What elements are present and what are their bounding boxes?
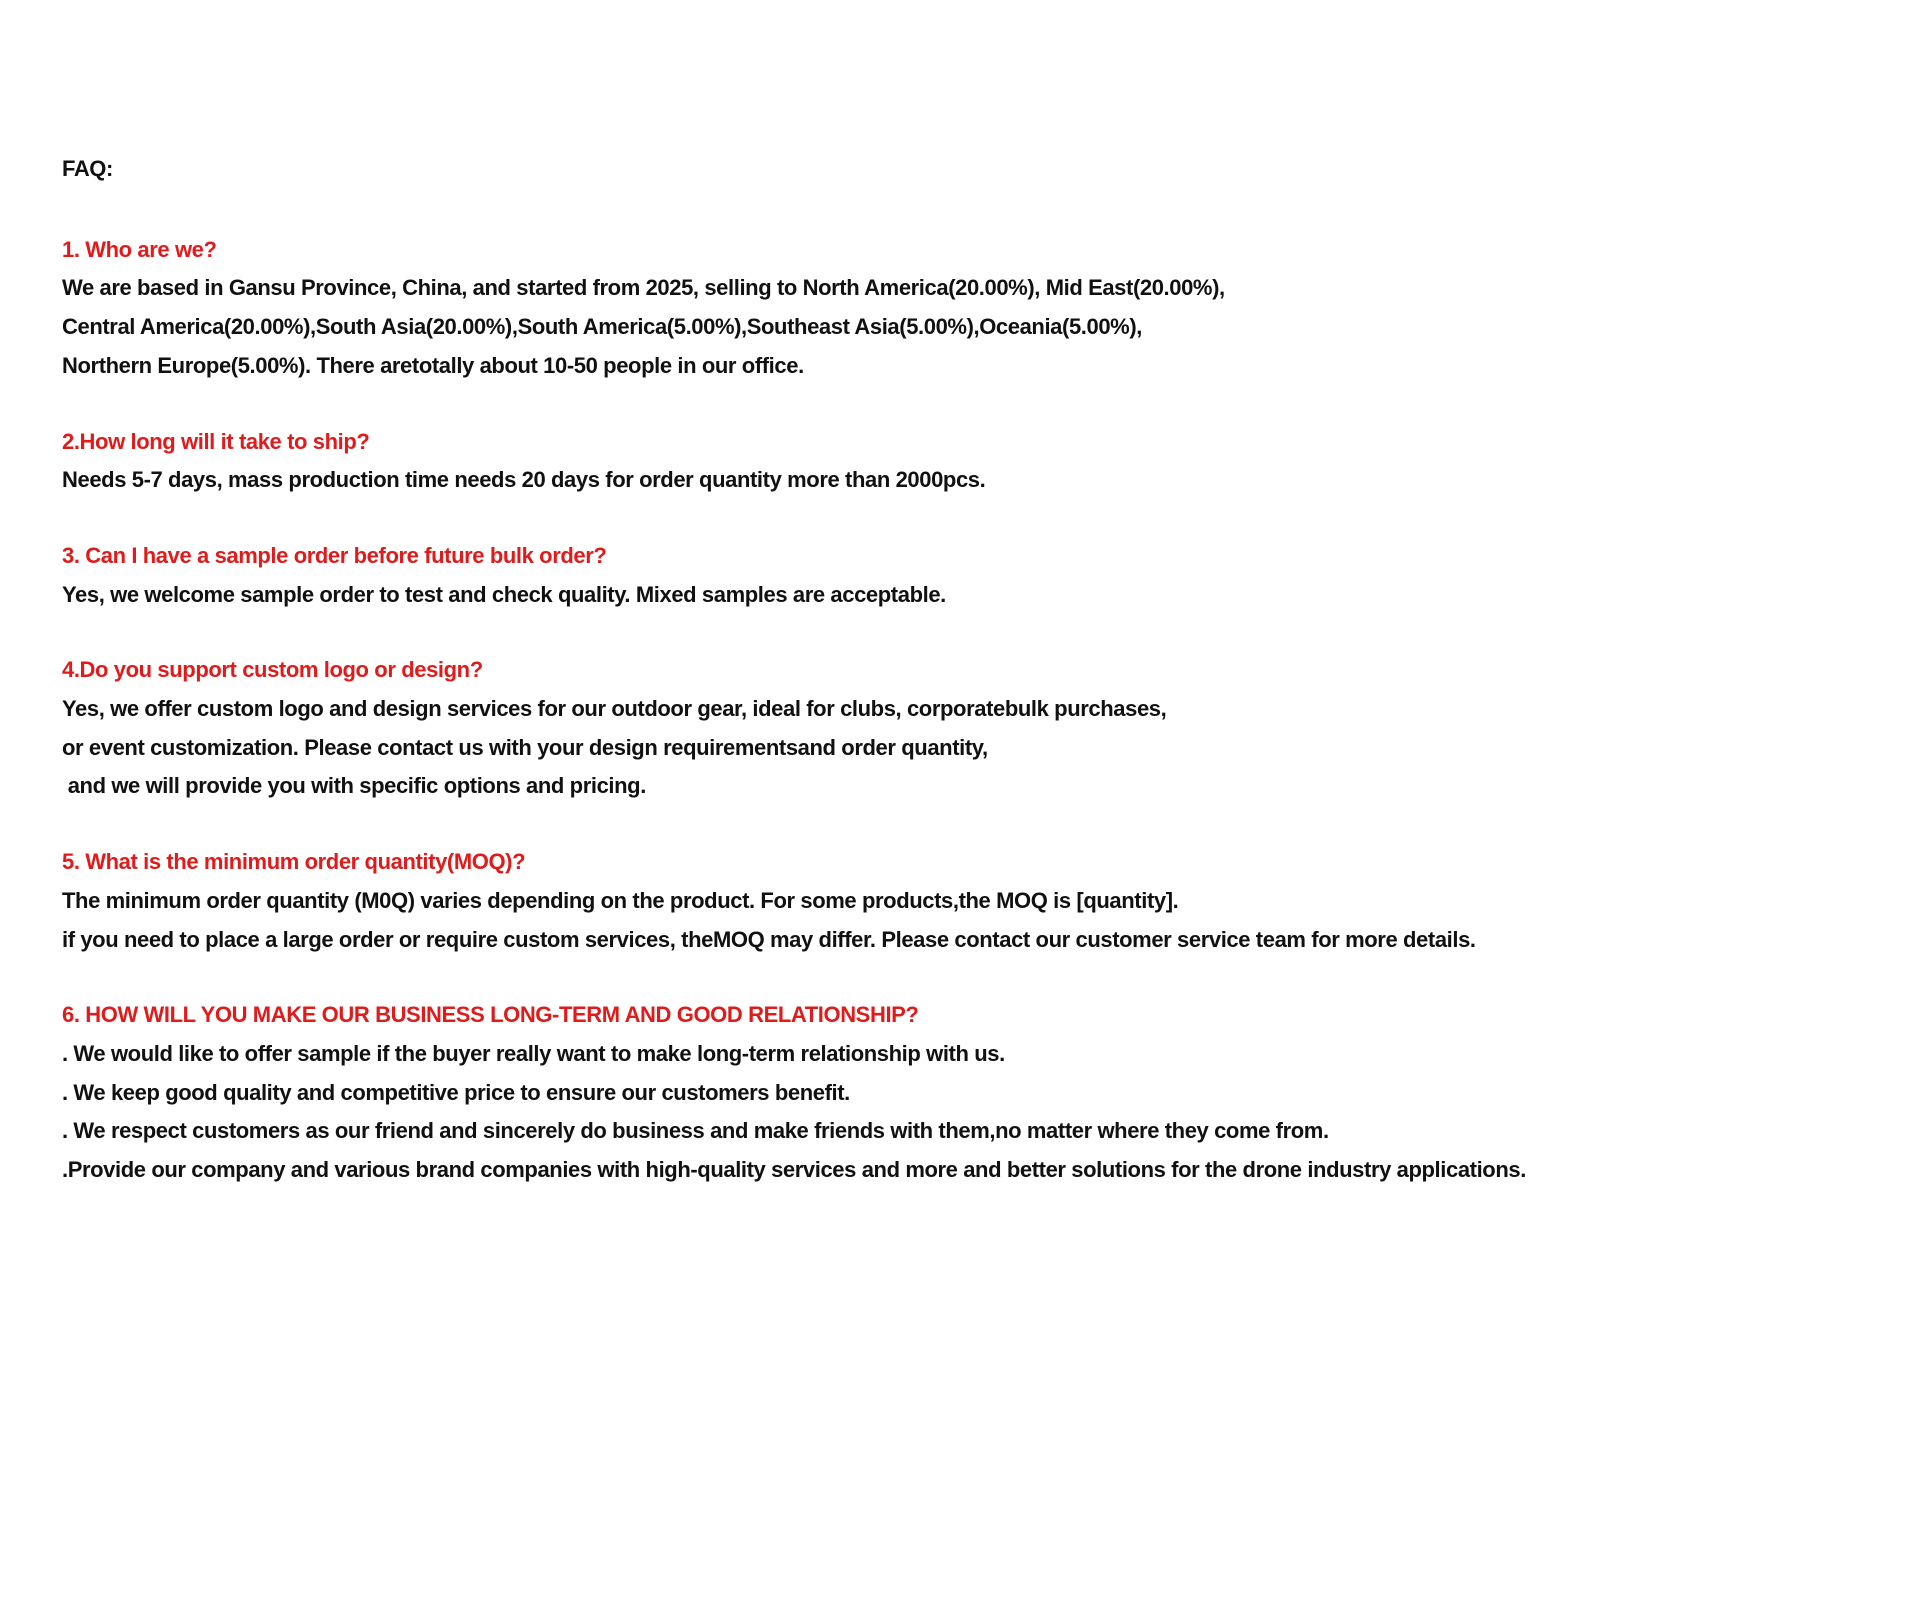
faq-section-5 [62, 843, 1899, 959]
faq-question-6: 6. HOW WILL YOU MAKE OUR BUSINESS LONG-TERM AND GOOD RELATIONSHIP? [62, 1002, 919, 1028]
faq-question-1: 1. Who are we? [62, 236, 217, 262]
faq-answer-line: We are based in Gansu Province, China, and started from 2025, selling to North America(20.00%), Mid East(20.00%), [62, 275, 1225, 301]
faq-answer-line: . We respect customers as our friend and sincerely do business and make friends with them,no matter where they come from. [62, 1118, 1329, 1144]
faq-answer-line: . We would like to offer sample if the buyer really want to make long-term relationship with us. [62, 1040, 1005, 1066]
faq-answer-line: if you need to place a large order or require custom services, theMOQ may differ. Please contact our customer service team for more details. [62, 926, 1476, 952]
faq-heading: FAQ: [62, 156, 113, 181]
faq-answer-line: Yes, we welcome sample order to test and check quality. Mixed samples are acceptable. [62, 581, 946, 607]
faq-answer-line: The minimum order quantity (M0Q) varies depending on the product. For some products,the MOQ is [quantity]. [62, 887, 1179, 913]
faq-section-6 [62, 996, 1899, 1190]
faq-answer-line: and we will provide you with specific options and pricing. [62, 773, 646, 799]
faq-answer-line: Needs 5-7 days, mass production time needs 20 days for order quantity more than 2000pcs. [62, 467, 986, 493]
faq-question-3: 3. Can I have a sample order before future bulk order? [62, 542, 607, 568]
faq-question-2: 2.How long will it take to ship? [62, 428, 370, 454]
faq-answer-line: . We keep good quality and competitive price to ensure our customers benefit. [62, 1079, 850, 1105]
faq-answer-line: Yes, we offer custom logo and design services for our outdoor gear, ideal for clubs, corporatebulk purchases, [62, 696, 1167, 722]
faq-section-2 [62, 423, 1899, 500]
faq-answer-line: .Provide our company and various brand companies with high-quality services and more and better solutions for the drone industry applications. [62, 1157, 1526, 1183]
faq-section-3 [62, 537, 1899, 614]
faq-answer-line: or event customization. Please contact us with your design requirementsand order quantity, [62, 734, 988, 760]
faq-question-5: 5. What is the minimum order quantity(MOQ)? [62, 849, 526, 875]
faq-answer-line: Central America(20.00%),South Asia(20.00%),South America(5.00%),Southeast Asia(5.00%),Oceania(5.00%), [62, 314, 1142, 340]
faq-section-4 [62, 651, 1899, 806]
faq-question-4: 4.Do you support custom logo or design? [62, 657, 483, 683]
faq-section-1 [62, 231, 1899, 386]
faq-answer-line: Northern Europe(5.00%). There aretotally about 10-50 people in our office. [62, 352, 804, 378]
